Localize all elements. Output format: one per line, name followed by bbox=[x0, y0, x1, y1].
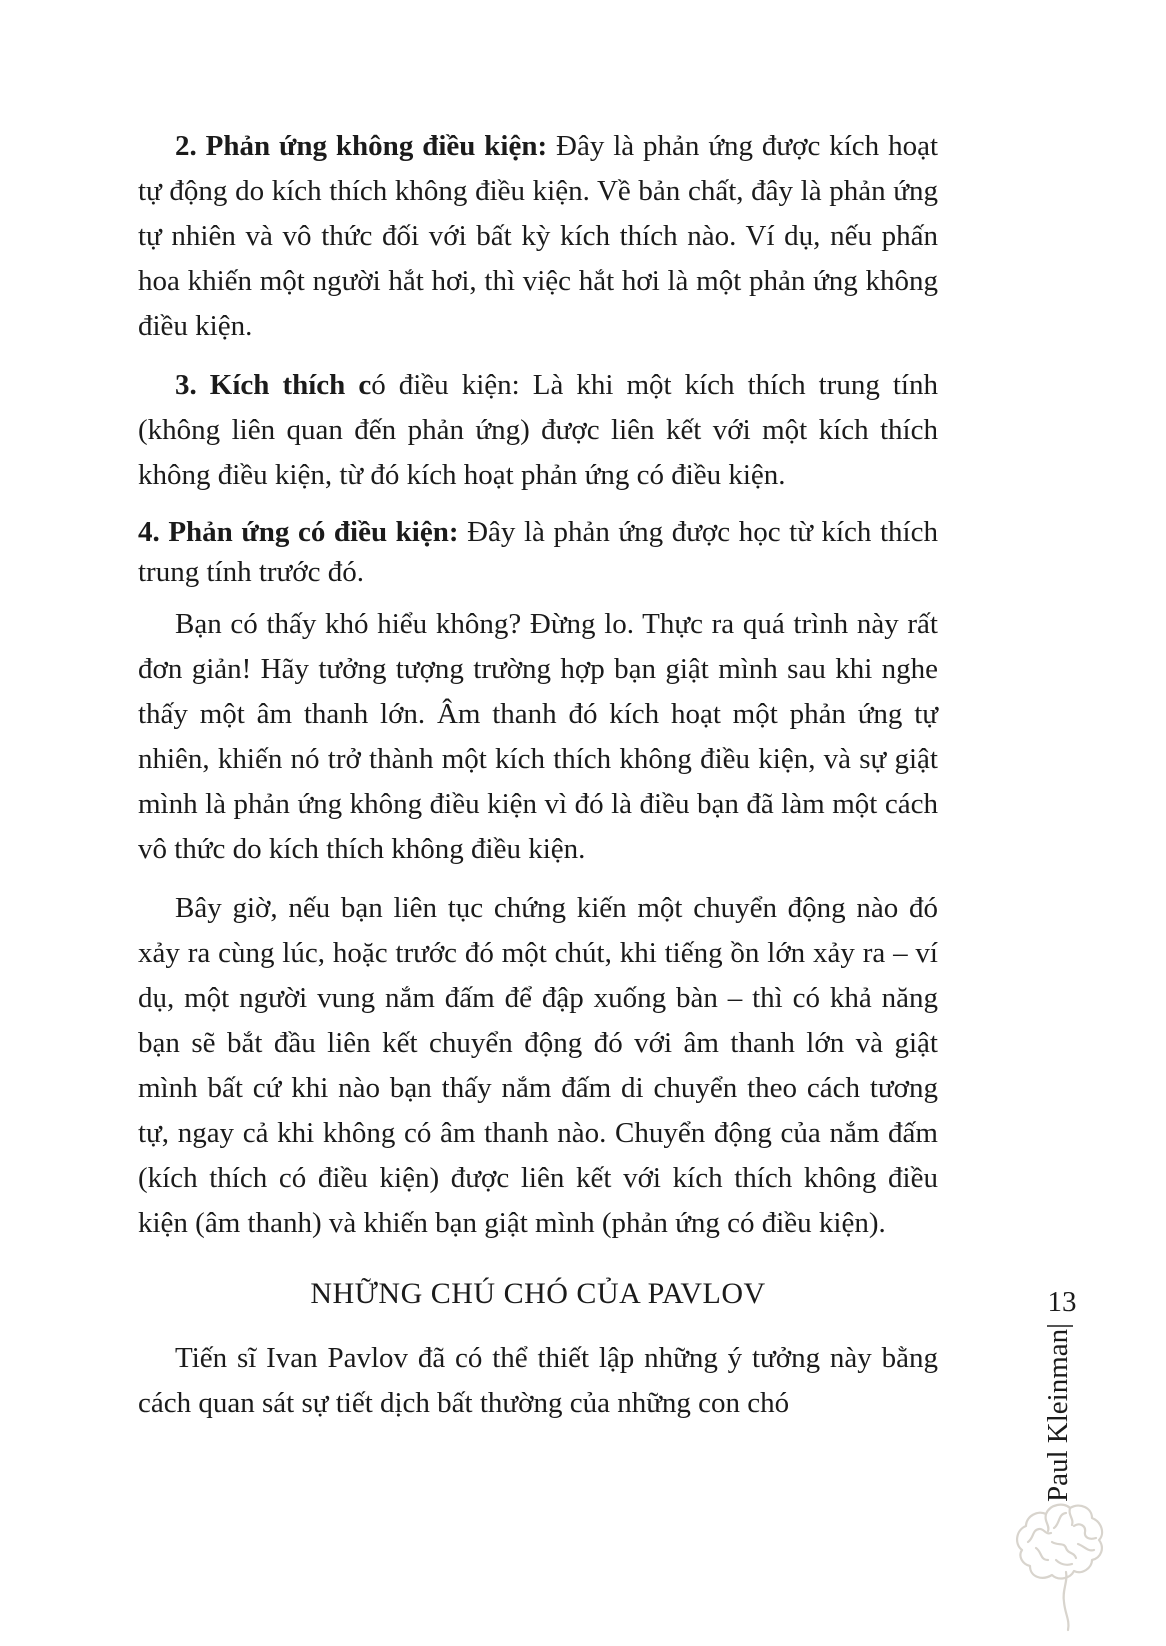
paragraph-2-body: Đây là phản ứng được kích hoạt tự động do kích thích không điều kiện. Về bản chất, đây là phản ứng tự nhiên và vô thức đối với bất kỳ kích thích nào. Ví dụ, nếu phấn hoa khiến một người hắt hơi, thì việc hắt hơi là một phản ứng không điều kiện. bbox=[138, 130, 938, 342]
page-number: 13 bbox=[1047, 1286, 1077, 1318]
paragraph-2-lead: 2. Phản ứng không điều kiện: bbox=[175, 130, 548, 162]
paragraph-3-conditioned-stimulus bbox=[138, 363, 938, 498]
author-name bbox=[1041, 1323, 1075, 1502]
paragraph-example-body: Bây giờ, nếu bạn liên tục chứng kiến một chuyển động nào đó xảy ra cùng lúc, hoặc trước đó một chút, khi tiếng ồn lớn xảy ra – ví dụ, một người vung nắm đấm để đập xuống bàn – thì có khả năng bạn sẽ bắt đầu liên kết chuyển động đó với âm thanh lớn và giật mình bất cứ khi nào bạn thấy nắm đấm di chuyển theo cách tương tự, ngay cả khi không có âm thanh nào. Chuyển động của nắm đấm (kích thích có điều kiện) được liên kết với kích thích không điều kiện (âm thanh) và khiến bạn giật mình (phản ứng có điều kiện). bbox=[138, 892, 938, 1239]
author-separator: | bbox=[1042, 1323, 1074, 1329]
paragraph-2-unconditioned-response bbox=[138, 124, 938, 349]
paragraph-4-lead: 4. Phản ứng có điều kiện: bbox=[138, 516, 459, 548]
brain-icon bbox=[1008, 1498, 1108, 1634]
paragraph-4-conditioned-response bbox=[138, 512, 938, 592]
body-text bbox=[138, 0, 938, 1440]
paragraph-3-body: ó điều kiện: Là khi một kích thích trung tính (không liên quan đến phản ứng) được liên kết với một kích thích không điều kiện, từ đó kích hoạt phản ứng có điều kiện. bbox=[138, 369, 938, 491]
paragraph-explanation-body: Bạn có thấy khó hiểu không? Đừng lo. Thực ra quá trình này rất đơn giản! Hãy tưởng tượng trường hợp bạn giật mình sau khi nghe thấy một âm thanh lớn. Âm thanh đó kích hoạt một phản ứng tự nhiên, khiến nó trở thành một kích thích không điều kiện, và sự giật mình là phản ứng không điều kiện vì đó là điều bạn đã làm một cách vô thức do kích thích không điều kiện. bbox=[138, 608, 938, 865]
paragraph-example bbox=[138, 886, 938, 1246]
paragraph-4-body: Đây là phản ứng được học từ kích thích trung tính trước đó. bbox=[138, 516, 938, 588]
paragraph-explanation bbox=[138, 602, 938, 872]
paragraph-3-lead: 3. Kích thích c bbox=[175, 369, 372, 401]
paragraph-pavlov-intro bbox=[138, 1336, 938, 1426]
paragraph-pavlov-intro-body: Tiến sĩ Ivan Pavlov đã có thể thiết lập những ý tưởng này bằng cách quan sát sự tiết dịch bất thường của những con chó bbox=[138, 1342, 938, 1419]
section-heading-pavlovs-dogs: NHỮNG CHÚ CHÓ CỦA PAVLOV bbox=[310, 1277, 766, 1310]
author-name-text: Paul Kleinman bbox=[1042, 1328, 1074, 1502]
